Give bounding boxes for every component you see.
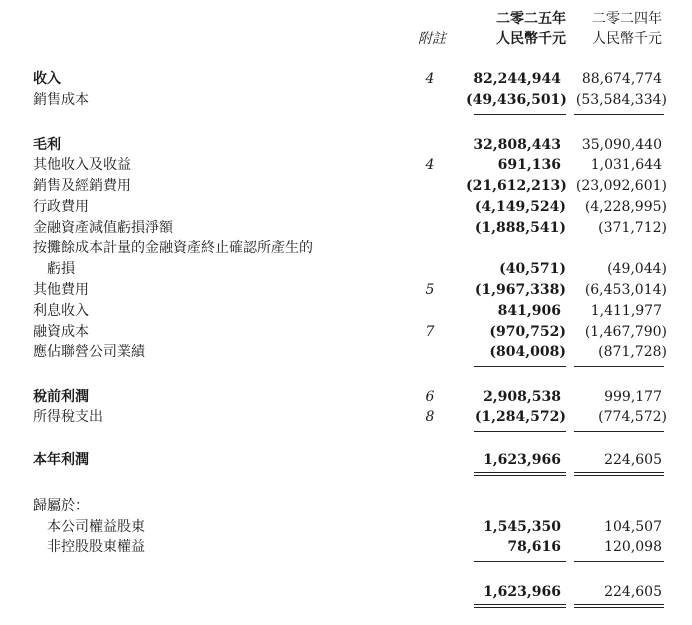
col-note: 附註 xyxy=(418,31,446,47)
value-2025: 78,616 xyxy=(507,539,561,555)
row-label: 其他費用 xyxy=(33,282,89,298)
row-label: 利息收入 xyxy=(33,303,89,319)
value-2024: 1,411,977 xyxy=(590,303,662,319)
total-rule-2025-double xyxy=(474,607,566,608)
row-label: 稅前利潤 xyxy=(33,389,89,405)
total-rule-2024 xyxy=(574,472,664,473)
total-rule-2025 xyxy=(474,604,566,605)
row-other-expenses xyxy=(0,281,692,299)
value-2024: 999,177 xyxy=(604,389,662,405)
total-rule-2025-double xyxy=(474,475,566,476)
row-share-of-associates xyxy=(0,343,692,361)
row-label: 銷售及經銷費用 xyxy=(33,178,131,194)
value-2024: (4,228,995) xyxy=(584,199,667,215)
value-2025: 1,545,350 xyxy=(483,519,561,535)
total-rule-2024 xyxy=(574,604,664,605)
value-2024: 104,507 xyxy=(604,519,662,535)
row-derecognition-line1 xyxy=(0,239,692,257)
value-2025: (1,888,541) xyxy=(474,220,566,236)
row-label: 本年利潤 xyxy=(33,452,89,468)
value-2025: (1,284,572) xyxy=(474,409,566,425)
row-note: 5 xyxy=(425,282,435,298)
value-2024: (53,584,334) xyxy=(575,92,667,108)
subtotal-rule-2024 xyxy=(574,366,664,367)
value-2025: (1,967,338) xyxy=(474,282,566,298)
total-rule-2024-double xyxy=(574,607,664,608)
row-attributable-to xyxy=(0,497,692,515)
row-note: 7 xyxy=(425,324,435,340)
value-2024: 224,605 xyxy=(604,584,662,600)
row-label: 收入 xyxy=(33,71,61,87)
value-2025: 2,908,538 xyxy=(483,389,561,405)
value-2024: 1,031,644 xyxy=(590,157,662,173)
value-2024: (49,044) xyxy=(607,261,667,277)
subtotal-rule-2025 xyxy=(474,366,566,367)
row-derecognition-loss xyxy=(0,260,692,278)
row-cost-of-sales xyxy=(0,91,692,109)
value-2025: (4,149,524) xyxy=(474,199,566,215)
row-equity-shareholders xyxy=(0,518,692,536)
value-2025: (804,008) xyxy=(489,344,566,360)
subtotal-rule-2025 xyxy=(474,114,566,115)
value-2024: 35,090,440 xyxy=(581,137,662,153)
total-rule-2024-double xyxy=(574,475,664,476)
col-2024-year: 二零二四年 xyxy=(592,11,662,27)
subtotal-rule-2024 xyxy=(574,114,664,115)
row-profit-before-tax xyxy=(0,388,692,406)
row-label: 融資成本 xyxy=(33,324,89,340)
subtotal-rule-2024 xyxy=(574,431,664,432)
value-2025: (49,436,501) xyxy=(466,92,567,108)
value-2024: (6,453,014) xyxy=(584,282,667,298)
row-finance-costs xyxy=(0,323,692,341)
row-label: 虧損 xyxy=(47,261,75,277)
row-label: 所得稅支出 xyxy=(33,409,103,425)
row-income-tax xyxy=(0,408,692,426)
row-other-income xyxy=(0,156,692,174)
value-2024: 88,674,774 xyxy=(581,71,662,87)
total-rule-2025 xyxy=(474,472,566,473)
col-2024-unit: 人民幣千元 xyxy=(592,31,662,47)
value-2025: (970,752) xyxy=(489,324,566,340)
row-note: 6 xyxy=(425,389,435,405)
row-impairment-losses xyxy=(0,219,692,237)
row-total-attributable xyxy=(0,583,692,601)
value-2025: (40,571) xyxy=(499,261,566,277)
row-label: 金融資產減值虧損淨額 xyxy=(33,220,173,236)
row-label: 應佔聯營公司業績 xyxy=(33,344,145,360)
row-label: 毛利 xyxy=(33,137,61,153)
value-2025: 32,808,443 xyxy=(473,137,561,153)
row-note: 4 xyxy=(425,71,435,87)
row-label: 銷售成本 xyxy=(33,92,89,108)
value-2024: 120,098 xyxy=(604,539,662,555)
value-2024: (371,712) xyxy=(598,220,667,236)
value-2024: (871,728) xyxy=(598,344,667,360)
value-2025: 82,244,944 xyxy=(473,71,561,87)
row-selling-expenses xyxy=(0,177,692,195)
row-label: 本公司權益股東 xyxy=(47,519,145,535)
value-2025: 691,136 xyxy=(497,157,561,173)
value-2024: (774,572) xyxy=(598,409,667,425)
row-gross-profit xyxy=(0,136,692,154)
row-label: 非控股股東權益 xyxy=(47,539,145,555)
row-interest-income xyxy=(0,302,692,320)
value-2025: 1,623,966 xyxy=(483,584,561,600)
row-label: 其他收入及收益 xyxy=(33,157,131,173)
row-non-controlling xyxy=(0,538,692,556)
subtotal-rule-2024 xyxy=(574,561,664,562)
col-2025-year: 二零二五年 xyxy=(496,11,566,27)
value-2024: (23,092,601) xyxy=(575,178,667,194)
value-2024: (1,467,790) xyxy=(584,324,667,340)
value-2025: 1,623,966 xyxy=(483,452,561,468)
row-admin-expenses xyxy=(0,198,692,216)
row-note: 4 xyxy=(425,157,435,173)
value-2024: 224,605 xyxy=(604,452,662,468)
row-label: 歸屬於： xyxy=(33,498,89,514)
row-revenue xyxy=(0,70,692,88)
col-2025-unit: 人民幣千元 xyxy=(496,31,566,47)
row-label: 按攤餘成本計量的金融資產終止確認所產生的 xyxy=(33,240,313,256)
value-2025: 841,906 xyxy=(497,303,561,319)
row-label: 行政費用 xyxy=(33,199,89,215)
subtotal-rule-2025 xyxy=(474,431,566,432)
row-note: 8 xyxy=(425,409,435,425)
value-2025: (21,612,213) xyxy=(466,178,567,194)
subtotal-rule-2025 xyxy=(474,561,566,562)
row-profit-for-year xyxy=(0,451,692,469)
